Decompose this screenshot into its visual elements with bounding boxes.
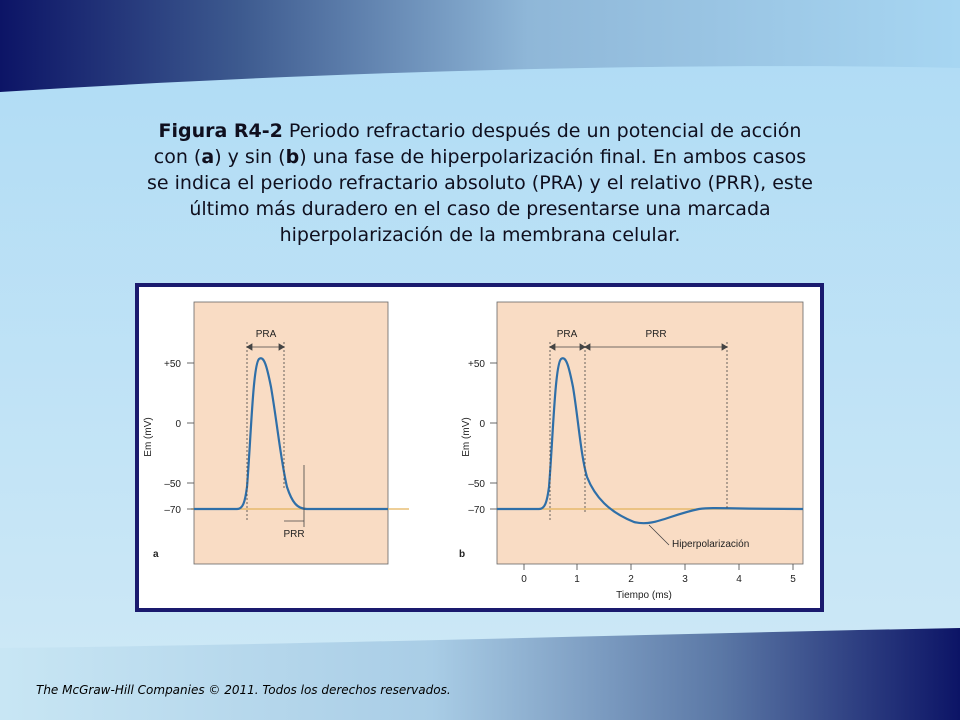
panel-b-ytick-50: +50 bbox=[468, 359, 485, 370]
panel-a-ticks bbox=[187, 363, 194, 509]
panel-a-label: a bbox=[153, 549, 159, 560]
caption-line5: hiperpolarización de la membrana celular. bbox=[279, 224, 681, 246]
caption-line2-a: con ( bbox=[153, 146, 202, 168]
panel-a-pra-label: PRA bbox=[255, 329, 277, 340]
figure-label: Figura R4-2 bbox=[158, 120, 283, 142]
panel-b-xtick-0: 0 bbox=[521, 574, 527, 585]
caption-line3: se indica el periodo refractario absoluto (PRA) y el relativo (PRR), este bbox=[147, 172, 813, 194]
panel-a bbox=[143, 302, 409, 564]
panel-a-ylabel: Em (mV) bbox=[143, 417, 154, 457]
panel-b-hyperpolarization-label: Hiperpolarización bbox=[672, 539, 750, 550]
panel-b-xtick-2: 2 bbox=[628, 574, 634, 585]
panel-b-xtick-1: 1 bbox=[574, 574, 580, 585]
panel-b-xtick-4: 4 bbox=[736, 574, 742, 585]
caption-a: a bbox=[201, 146, 215, 168]
panel-b-area bbox=[497, 302, 803, 564]
panel-b-xtick-3: 3 bbox=[682, 574, 688, 585]
panel-b-pra-label: PRA bbox=[556, 329, 578, 340]
caption-line2-c: ) una fase de hiperpolarización final. En ambos casos bbox=[299, 146, 807, 168]
panel-a-ytick-50: +50 bbox=[164, 359, 181, 370]
caption-line2-b: ) y sin ( bbox=[214, 146, 286, 168]
caption-b: b bbox=[285, 146, 300, 168]
figure-frame bbox=[135, 283, 824, 612]
panel-b-xlabel: Tiempo (ms) bbox=[616, 590, 672, 601]
panel-a-ytick-neg70: –70 bbox=[164, 505, 181, 516]
panel-b-ytick-neg50: –50 bbox=[468, 479, 485, 490]
panel-a-area bbox=[194, 302, 388, 564]
panel-b bbox=[459, 302, 803, 601]
panel-a-prr-label: PRR bbox=[283, 529, 305, 540]
panel-b-xtick-5: 5 bbox=[790, 574, 796, 585]
panel-a-ytick-neg50: –50 bbox=[164, 479, 181, 490]
panel-b-ytick-neg70: –70 bbox=[468, 505, 485, 516]
panel-b-label: b bbox=[459, 549, 466, 560]
panel-b-prr-label: PRR bbox=[645, 329, 667, 340]
figure-caption bbox=[105, 118, 855, 248]
panel-b-ytick-0: 0 bbox=[479, 419, 485, 430]
action-potential-figure bbox=[139, 287, 820, 608]
panel-a-ytick-0: 0 bbox=[175, 419, 181, 430]
caption-line4: último más duradero en el caso de presentarse una marcada bbox=[189, 198, 771, 220]
caption-line1: Periodo refractario después de un potencial de acción bbox=[282, 120, 802, 142]
panel-b-ylabel: Em (mV) bbox=[461, 417, 472, 457]
copyright-footer: The McGraw-Hill Companies © 2011. Todos los derechos reservados. bbox=[36, 683, 451, 697]
